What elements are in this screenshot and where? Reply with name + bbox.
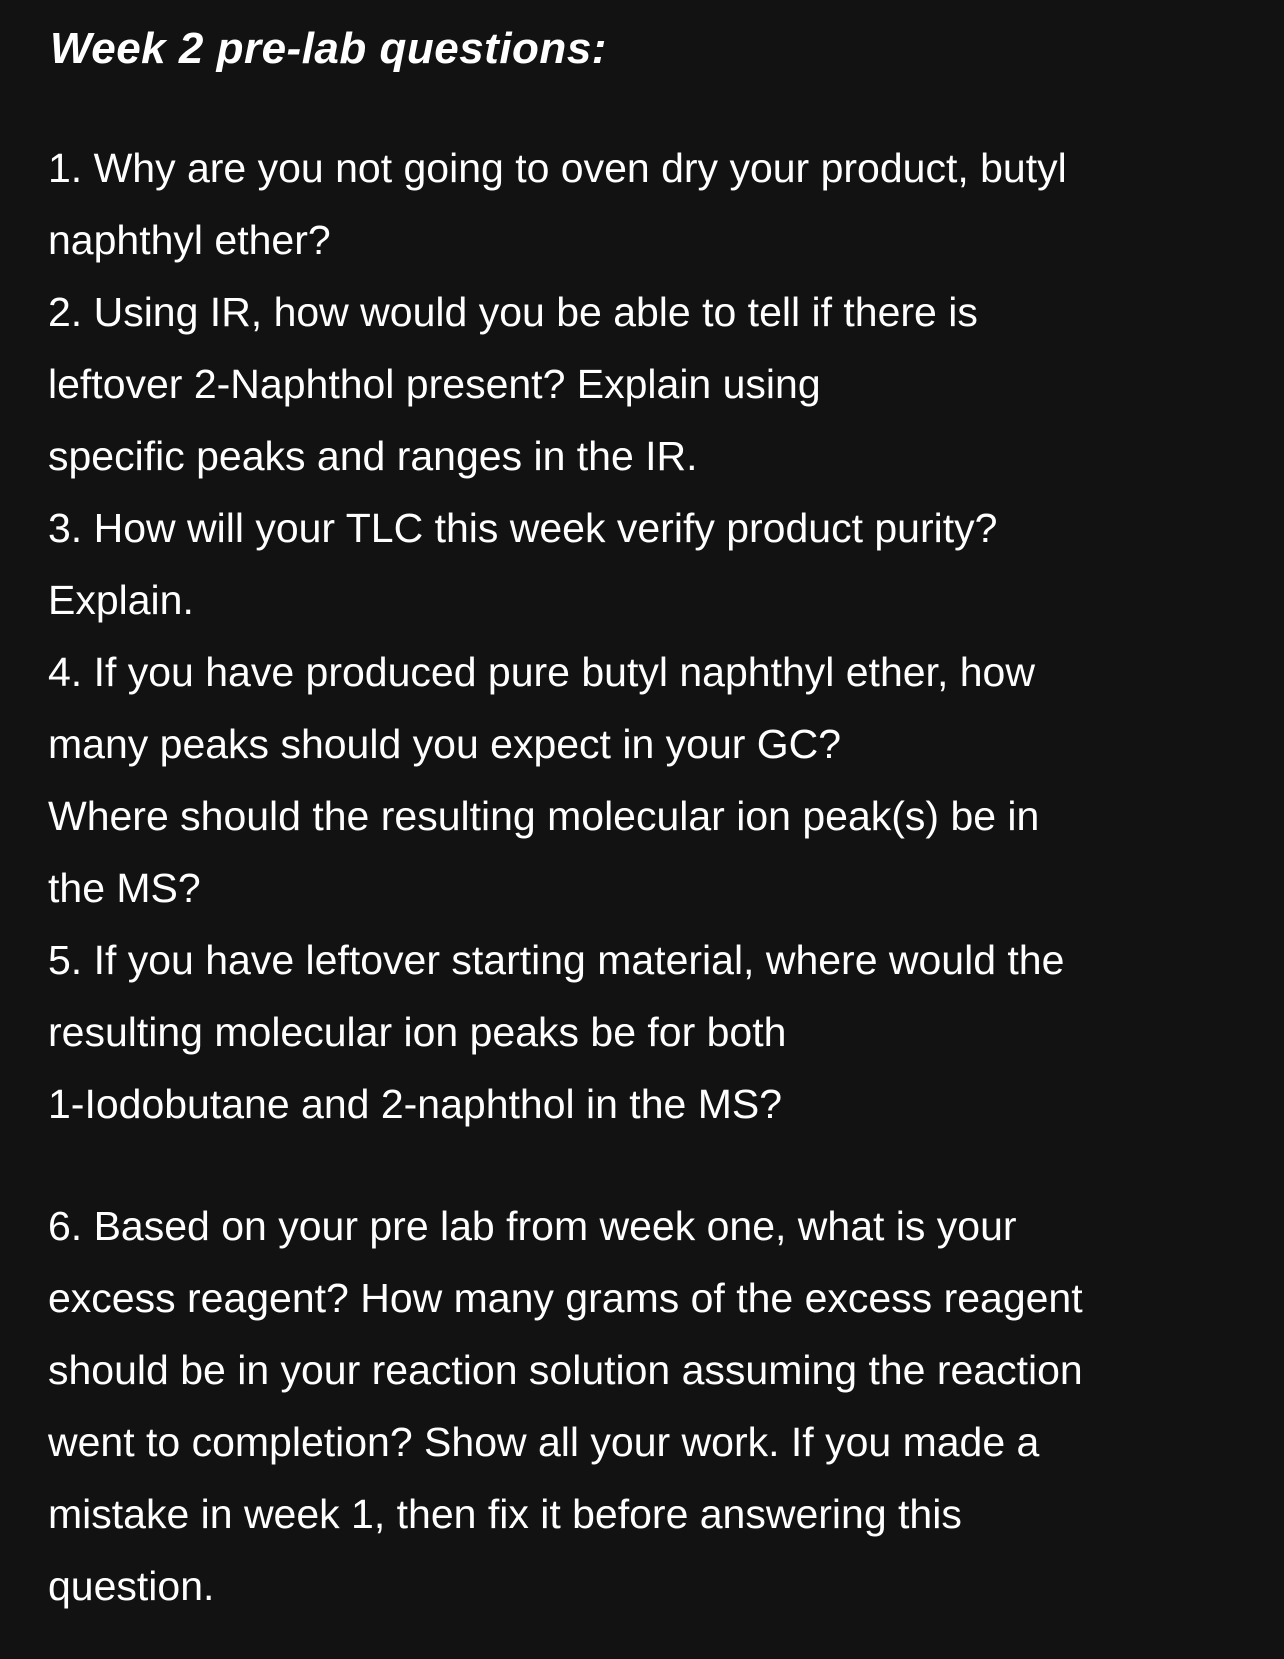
question-2-line-3: specific peaks and ranges in the IR. — [48, 433, 698, 479]
questions-body — [48, 132, 1248, 1622]
question-6-line-2: excess reagent? How many grams of the excess reagent — [48, 1275, 1083, 1321]
paragraph-gap — [48, 1140, 1248, 1190]
question-6-line-1: 6. Based on your pre lab from week one, what is your — [48, 1203, 1017, 1249]
page-title: Week 2 pre-lab questions: — [50, 24, 607, 73]
question-5-line-3: 1-Iodobutane and 2-naphthol in the MS? — [48, 1081, 782, 1127]
question-5-line-1: 5. If you have leftover starting material, where would the — [48, 937, 1065, 983]
question-4-line-2: many peaks should you expect in your GC? — [48, 721, 842, 767]
question-1-line-2: naphthyl ether? — [48, 217, 331, 263]
question-1-line-1: 1. Why are you not going to oven dry your product, butyl — [48, 145, 1067, 191]
question-6-line-3: should be in your reaction solution assuming the reaction — [48, 1347, 1083, 1393]
question-6-line-5: mistake in week 1, then fix it before answering this — [48, 1491, 962, 1537]
question-2-line-1: 2. Using IR, how would you be able to tell if there is — [48, 289, 978, 335]
question-2-line-2: leftover 2-Naphthol present? Explain using — [48, 361, 821, 407]
question-4-line-3: Where should the resulting molecular ion peak(s) be in — [48, 793, 1040, 839]
question-3-line-2: Explain. — [48, 577, 194, 623]
question-3-line-1: 3. How will your TLC this week verify product purity? — [48, 505, 998, 551]
question-5-line-2: resulting molecular ion peaks be for both — [48, 1009, 787, 1055]
question-4-line-1: 4. If you have produced pure butyl naphthyl ether, how — [48, 649, 1035, 695]
question-6-line-6: question. — [48, 1563, 215, 1609]
question-4-line-4: the MS? — [48, 865, 201, 911]
question-6-line-4: went to completion? Show all your work. If you made a — [48, 1419, 1040, 1465]
